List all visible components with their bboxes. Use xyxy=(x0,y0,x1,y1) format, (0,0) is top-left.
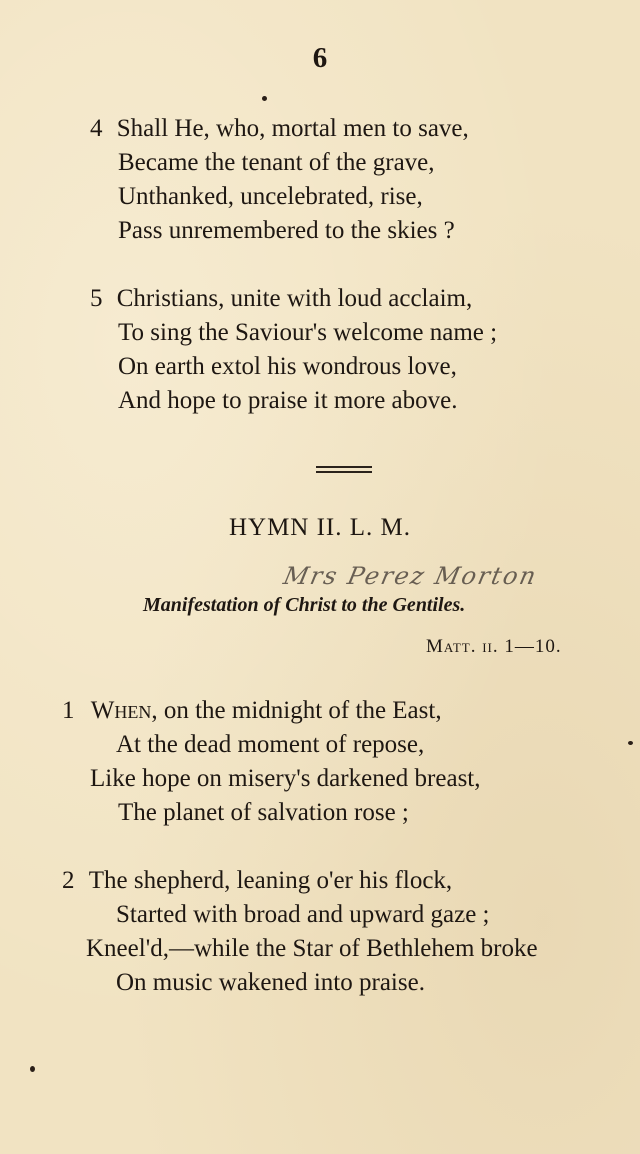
verse-first-word: When xyxy=(90,697,152,724)
section-rule-bottom xyxy=(316,471,372,473)
handwritten-annotation: Mrs Perez Morton xyxy=(281,562,541,590)
verse-4-line-4: Pass unremembered to the skies ? xyxy=(118,217,455,244)
verse-number: 1 xyxy=(62,697,75,724)
verse-text: Christians, unite with loud acclaim, xyxy=(116,285,473,312)
verse-text: Shall He, who, mortal men to save, xyxy=(116,115,469,142)
hymn-title: HYMN II. L. M. xyxy=(228,514,412,541)
verse-number: 2 xyxy=(62,867,75,894)
verse-2-line-1 xyxy=(62,864,452,898)
hymn-subtitle: Manifestation of Christ to the Gentiles. xyxy=(143,594,466,616)
verse-4-line-2: Became the tenant of the grave, xyxy=(118,149,435,176)
verse-1-line-1 xyxy=(62,694,442,728)
verse-text: , on the midnight of the East, xyxy=(151,697,442,724)
verse-number: 5 xyxy=(90,285,103,312)
verse-5-line-1 xyxy=(90,282,472,316)
verse-2-line-3: Kneel'd,—while the Star of Bethlehem broke xyxy=(86,935,538,962)
verse-4-line-3: Unthanked, uncelebrated, rise, xyxy=(118,183,423,210)
ink-speck xyxy=(262,96,267,101)
scripture-reference: Matt. ii. 1—10. xyxy=(426,636,562,657)
ink-speck xyxy=(30,1066,35,1072)
verse-4-line-1 xyxy=(90,112,469,146)
verse-5-line-4: And hope to praise it more above. xyxy=(118,387,458,414)
verse-text: The shepherd, leaning o'er his flock, xyxy=(88,867,453,894)
verse-1-line-4: The planet of salvation rose ; xyxy=(118,799,409,826)
verse-2-line-2: Started with broad and upward gaze ; xyxy=(116,901,490,928)
verse-2-line-4: On music wakened into praise. xyxy=(116,969,425,996)
verse-number: 4 xyxy=(90,115,103,142)
verse-1-line-3: Like hope on misery's darkened breast, xyxy=(90,765,481,792)
page-number: 6 xyxy=(312,42,328,74)
verse-5-line-3: On earth extol his wondrous love, xyxy=(118,353,457,380)
verse-1-line-2: At the dead moment of repose, xyxy=(116,731,425,758)
verse-5-line-2: To sing the Saviour's welcome name ; xyxy=(118,319,498,346)
ink-speck xyxy=(628,741,633,745)
section-rule-top xyxy=(316,466,372,468)
